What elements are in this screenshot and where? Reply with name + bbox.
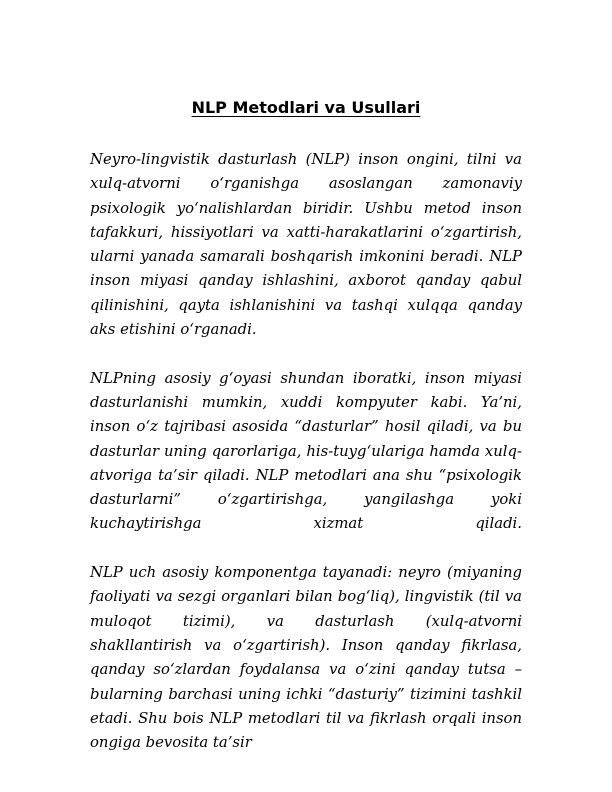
document-title: NLP Metodlari va Usullari xyxy=(191,98,421,117)
paragraph-3: NLP uch asosiy komponentga tayanadi: neyro (miyaning faoliyati va sezgi organlari bilan bog‘liq), lingvistik (til va muloqot tizimi), va dasturlash (xulq-atvorni shakllantirish va o‘zgartirish). Inson qanday fikrlasa, qanday so‘zlardan foydalansa va o‘zini qanday tutsa – bularning barchasi uning ichki “dasturiy” tizimini tashkil etadi. Shu bois NLP metodlari til va fikrlash orqali inson ongiga bevosita ta’sir xyxy=(90,564,522,752)
document-body xyxy=(90,148,522,780)
paragraph-1: Neyro-lingvistik dasturlash (NLP) inson ongini, tilni va xulq-atvorni o‘rganishga asoslangan zamonaviy psixologik yo‘nalishlardan biridir. Ushbu metod inson tafakkuri, hissiyotlari va xatti-harakatlarini o‘zgartirish, ularni yanada samarali boshqarish imkonini beradi. NLP inson miyasi qanday ishlashini, axborot qanday qabul qilinishini, qayta ishlanishini va tashqi xulqqa qanday aks etishini o‘rganadi. xyxy=(90,151,522,339)
paragraph-2: NLPning asosiy g‘oyasi shundan iboratki, inson miyasi dasturlanishi mumkin, xuddi kompyuter kabi. Ya’ni, inson o‘z tajribasi asosida “dasturlar” hosil qiladi, va bu dasturlar uning qarorlariga, his-tuyg‘ulariga hamda xulq-atvoriga ta’sir qiladi. NLP metodlari ana shu “psixologik dasturlarni” o‘zgartirishga, yangilashga yoki kuchaytirishga xizmat qiladi. xyxy=(90,369,522,533)
